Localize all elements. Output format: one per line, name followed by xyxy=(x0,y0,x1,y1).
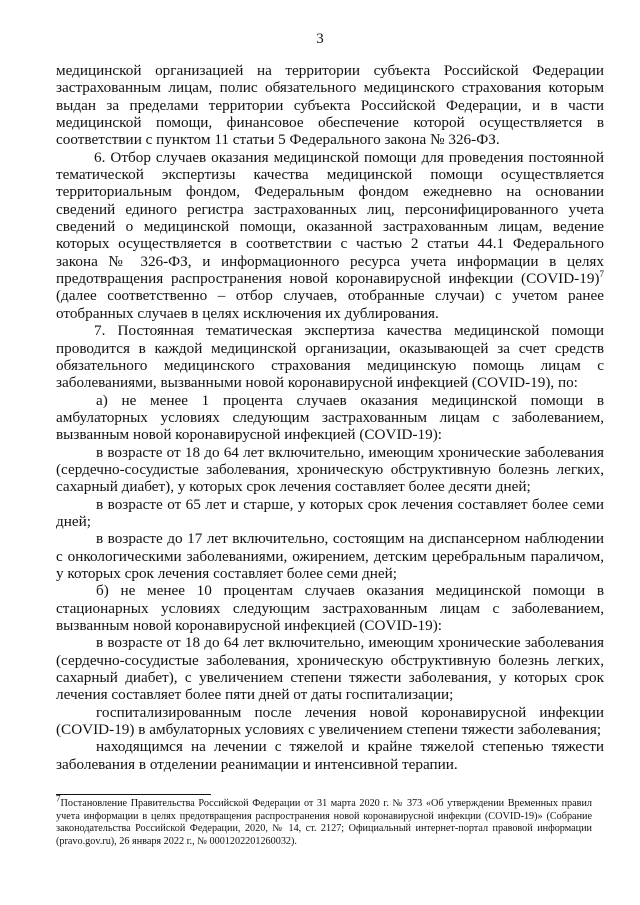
paragraph-6 xyxy=(56,149,604,322)
item-a-group-1: в возрасте от 18 до 64 лет включительно, имеющим хронические заболевания (сердечно-сосудистые заболевания, хроническую обструктивную болезнь легких, сахарный диабет), у которых срок лечения составляет более десяти дней; xyxy=(56,443,604,496)
footnote-ref: 7 xyxy=(599,269,604,280)
item-b-group-3: находящимся на лечении с тяжелой и крайне тяжелой степенью тяжести заболевания в отделении реанимации и интенсивной терапии. xyxy=(56,738,604,773)
item-b-group-2: госпитализированным после лечения новой коронавирусной инфекции (COVID-19) в амбулаторных условиях с увеличением степени тяжести заболевания; xyxy=(56,703,604,739)
paragraph-6-text: 6. Отбор случаев оказания медицинской помощи для проведения постоянной тематической экспертизы качества медицинской помощи осуществляется территориальным фондом, Федеральным фондом ежедневно на основании сведений единого регистра застрахованных лиц, персонифицированного учета сведений о медицинской помощи, оказанной застрахованным лицам, ведение которых осуществляется в соответствии с частью 2 статьи 44.1 Федерального закона № 326-ФЗ, и информационного ресурса учета информации в целях предотвращения распространения новой коронавирусной инфекции (COVID-19) xyxy=(56,148,604,288)
item-b-group-1: в возрасте от 18 до 64 лет включительно, имеющим хронические заболевания (сердечно-сосудистые заболевания, хроническую обструктивную болезнь легких, сахарный диабет), с увеличением степени тяжести заболевания, у которых срок лечения составляет более пяти дней от даты госпитализации; xyxy=(56,634,604,704)
footnote xyxy=(56,793,592,848)
paragraph-continuation: медицинской организацией на территории субъекта Российской Федерации застрахованным лицам, полис обязательного медицинского страхования которым выдан за пределами территории субъекта Российской Федерации, и в части медицинской помощи, финансовое обеспечение которой осуществляется в соответствии с пунктом 11 статьи 5 Федерального закона № 326-ФЗ. xyxy=(56,62,604,149)
item-a-group-2: в возрасте от 65 лет и старше, у которых срок лечения составляет более семи дней; xyxy=(56,495,604,530)
footnote-text: Постановление Правительства Российской Федерации от 31 марта 2020 г. № 373 «Об утверждении Временных правил учета информации в целях предотвращения распространения новой коронавирусной инфекции (COVID-19)» (Собрание законодательства Российской Федерации, 2020, № 14, ст. 2127; Официальный интернет-портал правовой информации (pravo.gov.ru), 26 января 2022 г., № 0001202201260032). xyxy=(56,798,592,847)
footnote-number: 7 xyxy=(56,793,61,804)
paragraph-7: 7. Постоянная тематическая экспертиза качества медицинской помощи проводится в каждой медицинской организации, оказывающей за счет средств обязательного медицинского страхования медицинскую помощь лицам с заболеваниями, вызванными новой коронавирусной инфекцией (COVID-19), по: xyxy=(56,322,604,392)
item-a: а) не менее 1 процента случаев оказания медицинской помощи в амбулаторных условиях следующим застрахованным лицам с заболеванием, вызванным новой коронавирусной инфекцией (COVID-19): xyxy=(56,391,604,444)
page-number: 3 xyxy=(316,31,324,47)
document-body xyxy=(56,62,604,773)
paragraph-6-text-cont: (далее соответственно – отбор случаев, отобранные случаи) с учетом ранее отобранных случаев в целях исключения их дублирования. xyxy=(56,287,604,322)
item-b: б) не менее 10 процентам случаев оказания медицинской помощи в стационарных условиях следующим застрахованным лицам с заболеванием, вызванным новой коронавирусной инфекцией (COVID-19): xyxy=(56,582,604,634)
footnote-divider xyxy=(56,794,211,795)
item-a-group-3: в возрасте до 17 лет включительно, состоящим на диспансерном наблюдении с онкологическими заболеваниями, ожирением, детским церебральным параличом, у которых срок лечения составляет более семи дней; xyxy=(56,530,604,582)
